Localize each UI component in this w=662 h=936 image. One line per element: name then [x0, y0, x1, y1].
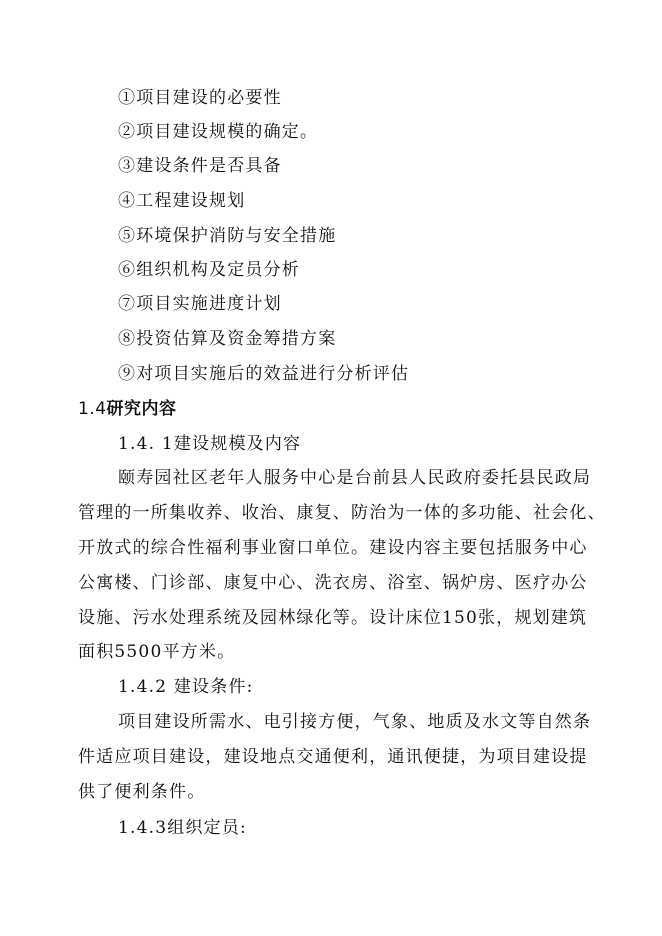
list-item-3: ③建设条件是否具备	[118, 156, 282, 176]
paragraph-1-line-3: 开放式的综合性福利事业窗口单位。建设内容主要包括服务中心	[78, 538, 588, 558]
paragraph-1-line-2: 管理的一所集收养、收治、康复、防治为一体的多功能、社会化、	[78, 503, 606, 523]
paragraph-1-line-4: 公寓楼、门诊部、康复中心、洗衣房、浴室、锅炉房、医疗办公	[78, 573, 588, 593]
list-item-2: ②项目建设规模的确定。	[118, 122, 319, 142]
list-item-6: ⑥组织机构及定员分析	[118, 260, 300, 280]
list-item-4: ④工程建设规划	[118, 191, 246, 211]
paragraph-1-line-1: 颐寿园社区老年人服务中心是台前县人民政府委托县民政局	[118, 468, 592, 488]
section-heading	[78, 398, 177, 420]
list-item-5: ⑤环境保护消防与安全措施	[118, 226, 337, 246]
paragraph-1-line-6: 面积5500平方米。	[78, 642, 236, 662]
subsection-heading-1: 1.4. 1建设规模及内容	[118, 434, 302, 454]
subsection-heading-2: 1.4.2 建设条件:	[118, 677, 254, 697]
subsection-heading-3: 1.4.3组织定员:	[118, 818, 247, 838]
paragraph-1-line-5: 设施、污水处理系统及园林绿化等。设计床位150张，规划建筑	[78, 608, 588, 628]
paragraph-2-line-2: 件适应项目建设，建设地点交通便利，通讯便捷，为项目建设提	[78, 747, 588, 767]
paragraph-2-line-1: 项目建设所需水、电引接方便，气象、地质及水文等自然条	[118, 712, 592, 732]
section-number: 1.4	[78, 399, 107, 419]
list-item-8: ⑧投资估算及资金筹措方案	[118, 329, 337, 349]
list-item-7: ⑦项目实施进度计划	[118, 294, 282, 314]
list-item-1: ①项目建设的必要性	[118, 88, 282, 108]
paragraph-2-line-3: 供了便利条件。	[78, 782, 206, 802]
list-item-9: ⑨对项目实施后的效益进行分析评估	[118, 364, 410, 384]
section-title: 研究内容	[106, 399, 177, 419]
